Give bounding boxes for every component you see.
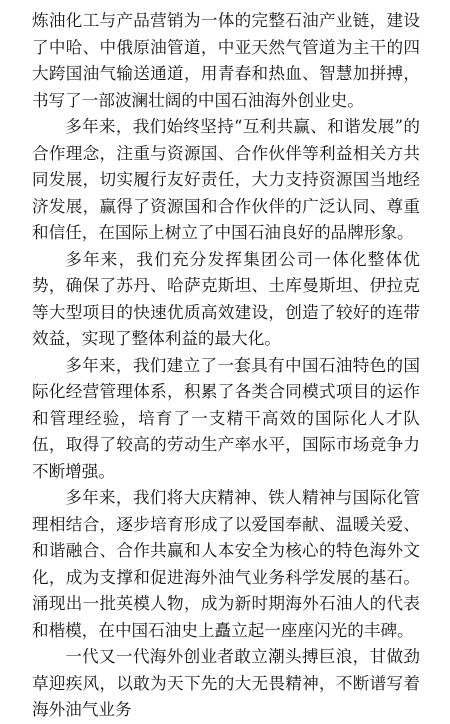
paragraph-6: 一代又一代海外创业者敢立潮头搏巨浪，甘做劲草迎疾风，以敢为天下先的大无畏精神，不断谱写着海外油气业务: [32, 647, 420, 719]
paragraph-5: 多年来，我们将大庆精神、铁人精神与国际化管理相结合，逐步培育形成了以爱国奉献、温暖关爱、和谐融合、合作共赢和人本安全为核心的特色海外文化，成为支撑和促进海外油气业务科学发展的基石。涌现出一批英模人物，成为新时期海外石油人的代表和楷模，在中国石油史上矗立起一座座闪光的丰碑。: [32, 488, 420, 640]
paragraph-1: 炼油化工与产品营销为一体的完整石油产业链，建设了中哈、中俄原油管道，中亚天然气管道为主干的四大跨国油气输送通道，用青春和热血、智慧加拼搏，书写了一部波澜壮阔的中国石油海外创业史。: [32, 11, 420, 110]
paragraph-2: 多年来，我们始终坚持“互利共赢、和谐发展”的合作理念，注重与资源国、合作伙伴等利益相关方共同发展，切实履行友好责任，大力支持资源国当地经济发展，赢得了资源国和合作伙伴的广泛认同、尊重和信任，在国际上树立了中国石油良好的品牌形象。: [32, 117, 420, 242]
paragraph-3: 多年来，我们充分发挥集团公司一体化整体优势，确保了苏丹、哈萨克斯坦、土库曼斯坦、伊拉克等大型项目的快速优质高效建设，创造了较好的连带效益，实现了整体利益的最大化。: [32, 249, 420, 348]
document-page: [32, 8, 420, 724]
paragraph-4: 多年来，我们建立了一套具有中国石油特色的国际化经营管理体系，积累了各类合同模式项目的运作和管理经验，培育了一支精干高效的国际化人才队伍，取得了较高的劳动生产率水平，国际市场竞争力不断增强。: [32, 355, 420, 481]
